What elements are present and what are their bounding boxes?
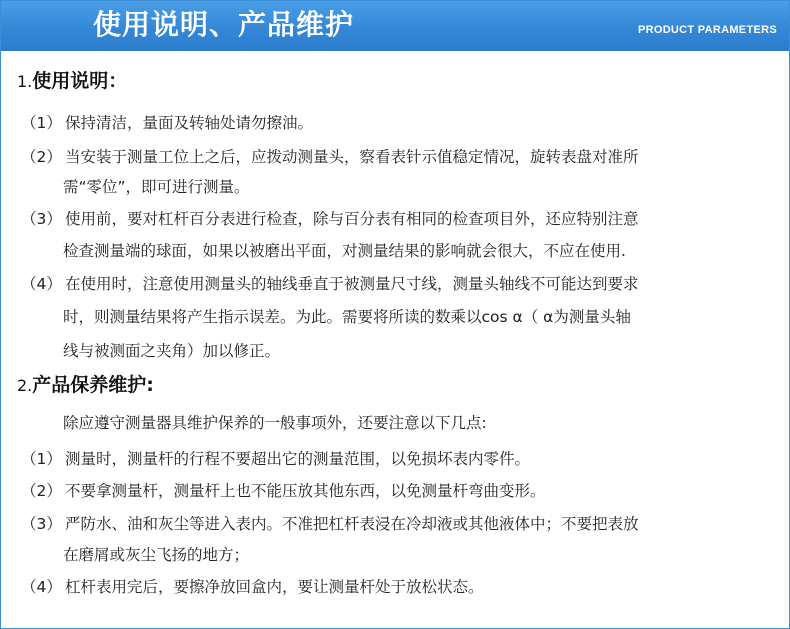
item-index: （4） — [21, 275, 62, 293]
item-text: 在使用时，注意使用测量头的轴线垂直于被测量尺寸线，测量头轴线不可能达到要求 — [65, 275, 639, 293]
item-text: 当安装于测量工位上之后，应拨动测量头，察看表针示值稳定情况，旋转表盘对准所 — [65, 148, 639, 166]
item-index: （2） — [21, 482, 62, 500]
section-2-number: 2. — [17, 376, 33, 395]
page-title: 使用说明、产品维护 — [93, 8, 355, 41]
section-1-heading — [17, 67, 127, 96]
s2-item-4 — [21, 575, 484, 599]
s2-item-2 — [21, 479, 546, 503]
s1-item-4 — [21, 272, 639, 296]
s1-item-2-cont: 需“零位”，即可进行测量。 — [63, 178, 250, 196]
item-text: 不要拿测量杆，测量杆上也不能压放其他东西，以免测量杆弯曲变形。 — [65, 482, 546, 500]
s2-intro: 除应遵守测量器具维护保养的一般事项外，还要注意以下几点: — [63, 414, 487, 432]
item-text: 测量时，测量杆的行程不要超出它的测量范围，以免损坏表内零件。 — [65, 450, 531, 468]
item-index: （1） — [21, 450, 62, 468]
s1-item-4-cont-1: 时，则测量结果将产生指示误差。为此。需要将所读的数乘以cos α（ α为测量头轴 — [63, 308, 631, 326]
item-text: 杠杆表用完后，要擦净放回盒内，要让测量杆处于放松状态。 — [65, 578, 484, 596]
header-subtitle: PRODUCT PARAMETERS — [637, 24, 777, 36]
item-text: 严防水、油和灰尘等进入表内。不准把杠杆表浸在冷却液或其他液体中；不要把表放 — [65, 515, 639, 533]
s2-item-3-cont: 在磨屑或灰尘飞扬的地方； — [63, 546, 250, 564]
s2-item-3 — [21, 512, 639, 536]
item-index: （1） — [21, 114, 62, 132]
item-text: 保持清洁，量面及转轴处请勿擦油。 — [65, 114, 314, 132]
item-index: （3） — [21, 515, 62, 533]
item-index: （2） — [21, 148, 62, 166]
section-1-title: 使用说明： — [32, 70, 128, 92]
item-index: （4） — [21, 578, 62, 596]
s1-item-4-cont-2: 线与被测面之夹角）加以修正。 — [63, 342, 281, 360]
section-2-heading — [17, 371, 154, 400]
s1-item-3 — [21, 207, 639, 231]
header-bar — [1, 1, 789, 51]
s1-item-2 — [21, 145, 639, 169]
item-index: （3） — [21, 210, 62, 228]
section-2-title: 产品保养维护: — [32, 374, 154, 396]
s1-item-1 — [21, 111, 313, 135]
s2-item-1 — [21, 447, 530, 471]
item-text: 使用前，要对杠杆百分表进行检查，除与百分表有相同的检查项目外，还应特别注意 — [65, 210, 639, 228]
s1-item-3-cont: 检查测量端的球面，如果以被磨出平面，对测量结果的影响就会很大，不应在使用. — [63, 242, 626, 260]
section-1-number: 1. — [17, 72, 33, 91]
